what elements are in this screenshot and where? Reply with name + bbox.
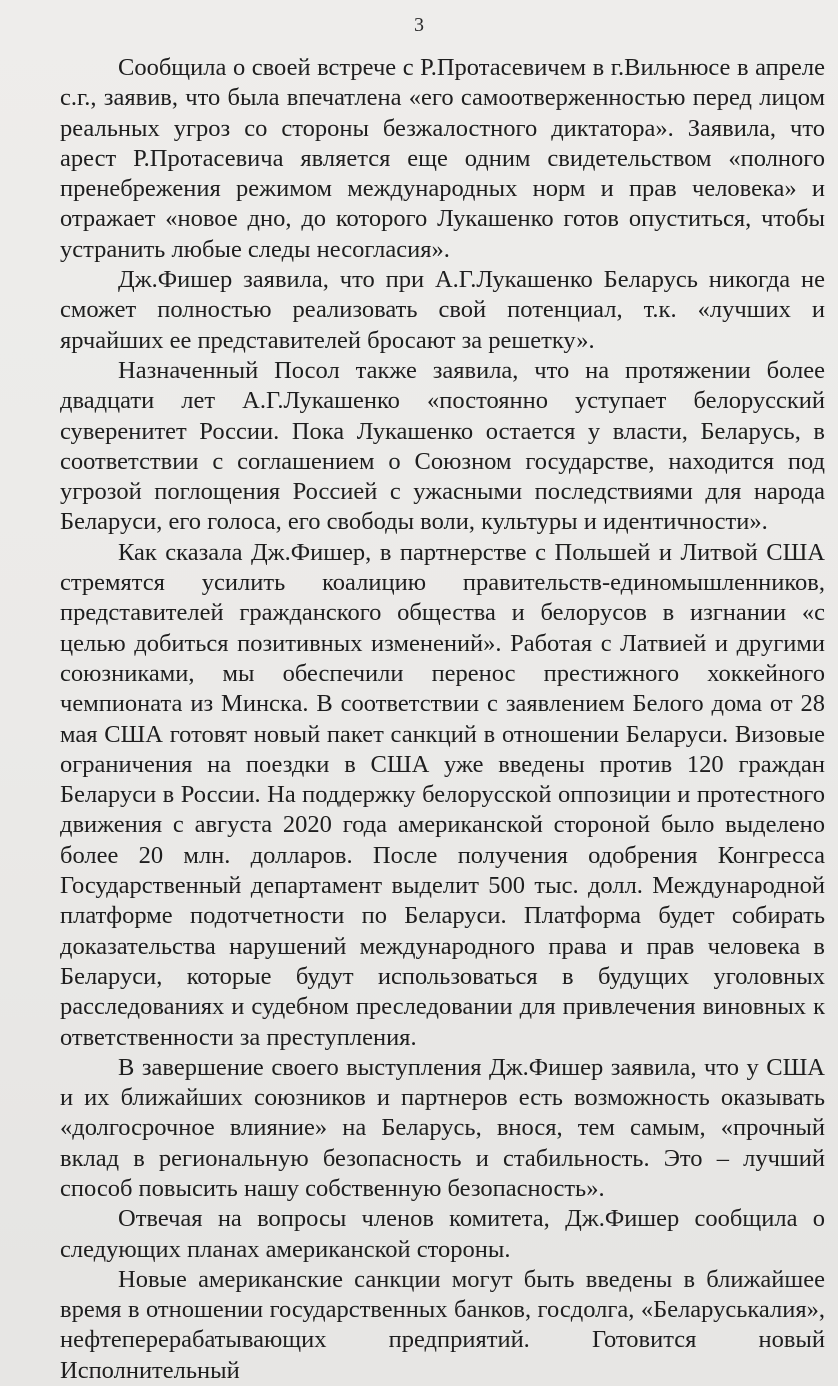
paragraph-committee-questions: Отвечая на вопросы членов комитета, Дж.Фишер сообщила о следующих планах американской стороны. (60, 1205, 825, 1263)
paragraph-sovereignty: Назначенный Посол также заявила, что на протяжении более двадцати лет А.Г.Лукашенко «постоянно уступает белорусский суверенитет России. Пока Лукашенко остается у власти, Беларусь, в соответствии с соглашением о Союзном государстве, находится под угрозой поглощения Россией с ужасными последствиями для народа Беларуси, его голоса, его свободы воли, культуры и идентичности». (60, 356, 825, 536)
paragraph-new-sanctions: Новые американские санкции могут быть введены в ближайшее время в отношении государственных банков, госдолга, «Беларуськалия», нефтеперерабатывающих предприятий. Готовится новый Исполнительный (60, 1265, 825, 1384)
paragraph-conclusion: В завершение своего выступления Дж.Фишер заявила, что у США и их ближайших союзников и партнеров есть возможность оказывать «долгосрочное влияние» на Беларусь, внося, тем самым, «прочный вклад в региональную безопасность и стабильность. Это – лучший способ повысить нашу собственную безопасность». (60, 1053, 825, 1202)
page-number: 3 (414, 14, 424, 36)
paragraph-coalition-sanctions: Как сказала Дж.Фишер, в партнерстве с Польшей и Литвой США стремятся усилить коалицию правительств-единомышленников, представителей гражданского общества и белорусов в изгнании «с целью добиться позитивных изменений». Работая с Латвией и другими союзниками, мы обеспечили перенос престижного хоккейного чемпионата из Минска. В соответствии с заявлением Белого дома от 28 мая США готовят новый пакет санкций в отношении Беларуси. Визовые ограничения на поездки в США уже введены против 120 граждан Беларуси в России. На поддержку белорусской оппозиции и протестного движения с августа 2020 года американской стороной было выделено более 20 млн. долларов. После получения одобрения Конгресса Государственный департамент выделит 500 тыс. долл. Международной платформе подотчетности по Беларуси. Платформа будет собирать доказательства нарушений международного права и прав человека в Беларуси, которые будут использоваться в будущих уголовных расследованиях и судебном преследовании для привлечения виновных к ответственности за преступления. (60, 538, 825, 1051)
paragraph-protasevich-meeting: Сообщила о своей встрече с Р.Протасевичем в г.Вильнюсе в апреле с.г., заявив, что была впечатлена «его самоотверженностью перед лицом реальных угроз со стороны безжалостного диктатора». Заявила, что арест Р.Протасевича является еще одним свидетельством «полного пренебрежения режимом международных норм и прав человека» и отражает «новое дно, до которого Лукашенко готов опуститься, чтобы устранить любые следы несогласия». (60, 54, 825, 263)
body-text (60, 53, 825, 1386)
paragraph-belarus-potential: Дж.Фишер заявила, что при А.Г.Лукашенко Беларусь никогда не сможет полностью реализовать свой потенциал, т.к. «лучших и ярчайших ее представителей бросают за решетку». (60, 266, 825, 354)
